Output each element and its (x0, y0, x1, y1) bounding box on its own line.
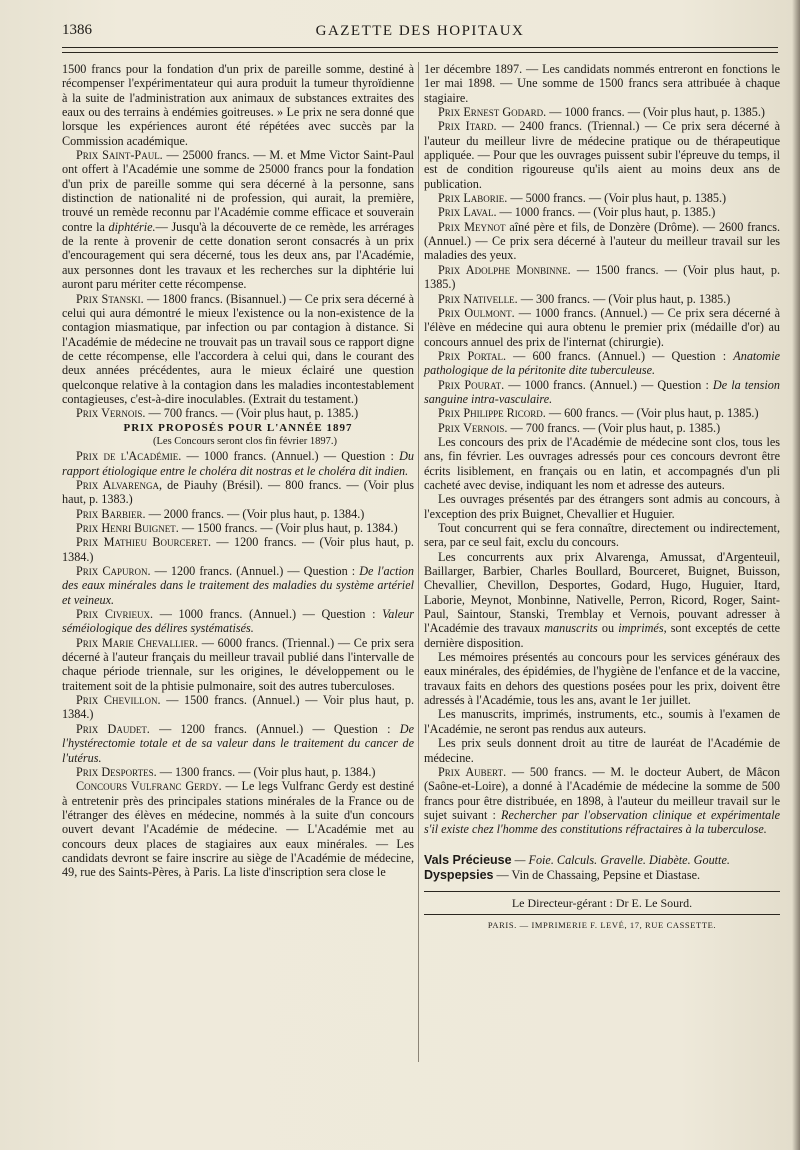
ad-vals (424, 853, 780, 868)
entry-text: — 6000 francs. (Triennal.) — Ce prix sera décerné à l'auteur français du meilleur travail publié dans l'intervalle de chaque période triennale, sur les origines, le développement ou le traitement soit de la phtisie pulmonaire, soit des autres tuberculoses. (62, 635, 414, 693)
prize-entry (62, 521, 414, 535)
prize-name: Prix Nativelle. (438, 291, 518, 306)
entry-text: — 1800 francs. (Bisannuel.) — Ce prix sera décerné à celui qui aura démontré le mieux l'existence ou la non-existence de la contagion miasmatique, par infection ou par contagion à distance. Si l'Académie de médecine ne trouvait pas un travail sous ce rapport digne de cette récompense, elle l'accordera à celui qui, dans le courant des deux années précédentes, aura le mieux éclairé une question quelconque relative à la contagion dans les maladies incontestablement contagieuses, c'est-à-dire inoculables. (Extrait du testament.) (62, 291, 415, 406)
entry-text: — 600 francs. (Annuel.) — Question : (506, 348, 734, 363)
entry-italic: Rechercher par l'observation clinique et expérimentale s'il existe chez l'homme des constitutions réfractaires à la tuberculose. (424, 807, 780, 837)
entry-italic: Du rapport étiologique entre le choléra dit nostras et le choléra dit indien. (62, 449, 414, 478)
entry-text: ou (597, 621, 619, 636)
entry-italic: Valeur séméiologique des délires systématisés. (62, 607, 414, 636)
entry-text: — 300 francs. — (Voir plus haut, p. 1385.) (517, 291, 731, 306)
prize-entry (62, 607, 414, 636)
prize-entry (62, 564, 414, 607)
prize-name: Prix Stanski. (76, 291, 144, 306)
section-subheading: (Les Concours seront clos fin février 1897.) (153, 435, 337, 447)
entry-italic: De l'hystérectomie totale et de sa valeur dans le traitement du cancer de l'utérus. (62, 721, 414, 765)
ad-dyspepsies-text: — Vin de Chassaing, Pepsine et Diastase. (493, 867, 701, 882)
prize-entry (424, 306, 780, 349)
prize-entry (424, 263, 780, 292)
entry-text: Tout concurrent qui se fera connaître, directement ou indirectement, sera, par ce seul fait, exclu du concours. (424, 521, 780, 550)
entry-text: — 1300 francs. — (Voir plus haut, p. 1384.) (156, 764, 376, 779)
prize-entry (62, 636, 414, 693)
prize-name: Prix Civrieux. (76, 607, 154, 622)
prize-name: Prix Adolphe Monbinne. (438, 262, 571, 277)
prize-entry (62, 722, 414, 765)
paragraph (424, 492, 780, 521)
entry-text: Les mémoires présentés au concours pour les services généraux des eaux minérales, des épidémies, de l'hygiène de l'enfance et de la vaccine, travaux faits en dehors des questions posées pour les prix, doivent être adressés à l'Académie, tous les ans, avant le 1er juillet. (424, 650, 780, 708)
prize-entry (62, 765, 414, 779)
prize-name: Prix Ernest Godard. (438, 105, 547, 120)
footer-rule (424, 891, 780, 892)
ad-vals-brand: Vals Précieuse (424, 852, 512, 867)
footer-rule-2 (424, 914, 780, 915)
entry-text: — 600 francs. — (Voir plus haut, p. 1385.) (545, 406, 759, 421)
prize-name: Prix Daudet. (76, 721, 150, 736)
prize-entry (62, 292, 414, 407)
entry-italic: De l'action des eaux minérales dans le traitement des maladies du système artériel et veineux. (62, 564, 414, 607)
prize-entry (424, 220, 780, 263)
entry-text: — 1200 francs. (Annuel.) — Question : (149, 721, 400, 736)
prize-entry (424, 378, 780, 407)
prize-entry (62, 535, 414, 564)
entry-text: aîné père et fils, de Donzère (Drôme). — 2600 francs. (Annuel.) — Ce prix sera décerné à l'auteur du meilleur travail sur les maladies des yeux. (424, 219, 781, 263)
prize-entry (424, 349, 780, 378)
entry-text: — 1000 francs. (Annuel.) — Question : (181, 449, 400, 464)
director-credit: Le Directeur-gérant : Dr E. Le Sourd. (511, 895, 693, 910)
prize-name: Prix Henri Buignet. (76, 521, 179, 535)
entry-text: — 5000 francs. — (Voir plus haut, p. 1385.) (507, 191, 727, 206)
prize-name: Prix Barbier. (76, 506, 146, 521)
entry-text: de Piauhy (Brésil). — 800 francs. — (Voir plus haut, p. 1383.) (62, 477, 414, 507)
entry-text: — 25000 francs. — M. et Mme Victor Saint-Paul ont offert à l'Académie une somme de 25000 francs pour la fondation d'un prix de pareille somme qui sera décerné à la personne, sans distinction de nationalité ni de profession, qui aurait, la première, trouvé un remède reconnu par l'Académie comme efficace et souverain contre la (62, 148, 414, 234)
entry-text: — 1500 francs. (Annuel.) — Voir plus haut, p. 1384.) (62, 693, 414, 722)
entry-text: — Jusqu'à la découverte de ce remède, les arrérages de la rente à provenir de cette donation seront consacrés à un prix d'encouragement qui sera décerné, tous les deux ans, par l'Académie, aux personnes dont les travaux et les recherches sur la diphtérie lui auront paru mériter cette récompense. (62, 219, 415, 292)
entry-italic: manuscrits (544, 621, 598, 636)
page-header (62, 22, 778, 44)
prize-name: Prix Itard. (438, 119, 497, 134)
entry-text: — 700 francs. — (Voir plus haut, p. 1385.) (145, 406, 359, 421)
entry-text: — 1000 francs. (Annuel.) — Ce prix sera décerné à l'élève en médecine qui aura obtenu le premier prix (médaille d'or) au concours annuel des prix de l'internat (chirurgie). (424, 305, 780, 349)
prize-name: Prix Chevillon. (76, 693, 161, 708)
page-edge-shadow (792, 0, 800, 1150)
prize-name: Prix Philippe Ricord. (438, 406, 546, 421)
entry-text: Les manuscrits, imprimés, instruments, etc., soumis à l'examen de l'Académie, ne seront pas rendus aux auteurs. (424, 707, 780, 736)
prize-name: Prix Alvarenga, (76, 477, 163, 492)
prize-entry (424, 421, 780, 435)
prize-entry (424, 406, 780, 420)
ad-vals-text: — Foie. Calculs. Gravelle. Diabète. Goutte. (511, 852, 730, 867)
prize-name: Prix Meynot (438, 219, 506, 234)
prize-name: Prix Mathieu Bourceret. (76, 535, 212, 550)
section-heading: PRIX PROPOSÉS POUR L'ANNÉE 1897 (123, 421, 353, 434)
ad-dyspepsies-brand: Dyspepsies (424, 867, 494, 882)
page-number: 1386 (62, 22, 92, 38)
entry-text: — 1000 francs. — (Voir plus haut, p. 1385.) (546, 105, 765, 120)
prize-name: Prix Desportes. (76, 764, 157, 779)
prize-name: Prix Oulmont. (438, 305, 515, 320)
column-divider (418, 62, 419, 1062)
prize-entry (424, 105, 780, 119)
entry-text: — 2000 francs. — (Voir plus haut, p. 1384.) (145, 506, 365, 521)
printer-credit: PARIS. — IMPRIMERIE F. LEVÉ, 17, RUE CASSETTE. (487, 919, 717, 930)
entry-italic: imprimés (618, 621, 664, 636)
entry-text: — 2400 francs. (Triennal.) — Ce prix sera décerné à l'auteur du meilleur livre de médecine pratique ou de thérapeutique appliquée. — Pour que les ouvrages puissent subir l'épreuve du temps, il est de condition rigoureuse qu'ils aient au moins deux ans de publication. (424, 119, 780, 191)
entry-text: 1er décembre 1897. — Les candidats nommés entreront en fonctions le 1er mai 1898. — Une somme de 1500 francs sera attribuée à chaque stagiaire. (424, 62, 780, 105)
entry-text: Les prix seuls donnent droit au titre de lauréat de l'Académie de médecine. (424, 736, 780, 765)
prize-name: Prix de l'Académie. (76, 449, 182, 464)
prize-entry (424, 765, 780, 837)
prize-entry (62, 406, 414, 420)
entry-text: Les ouvrages présentés par des étrangers sont admis au concours, à l'exception des prix Buignet, Chevallier et Huguier. (424, 492, 780, 521)
prize-name: Prix Pourat. (438, 377, 505, 392)
entry-text: — 1500 francs. — (Voir plus haut, p. 1385.) (424, 262, 780, 292)
prize-name: Prix Vernois. (76, 406, 146, 421)
header-rule (62, 47, 778, 48)
entry-text: — 1500 francs. — (Voir plus haut, p. 1384.) (178, 521, 398, 535)
entry-text: — 500 francs. — M. le docteur Aubert, de Mâcon (Saône-et-Loire), a donné à l'Académie de médecine la somme de 500 francs pour être distribuée, en 1898, à l'auteur du meilleur travail sur le sujet suivant : (424, 764, 780, 822)
prize-entry (424, 191, 780, 205)
prize-name: Prix Vernois. (438, 420, 508, 435)
header-rule-thin (62, 52, 778, 53)
continued-paragraph (62, 62, 414, 148)
paragraph (424, 736, 780, 765)
prize-name: Prix Portal. (438, 348, 507, 363)
entry-text: — 1000 francs. (Annuel.) — Question : (153, 607, 383, 622)
prize-name: Prix Laborie. (438, 191, 508, 206)
entry-text: — 1200 francs. — (Voir plus haut, p. 1384.) (62, 535, 414, 564)
prize-name: Prix Saint-Paul. (76, 148, 163, 163)
entry-text: — 1200 francs. (Annuel.) — Question : (150, 564, 360, 579)
entry-text: — Le legs Vulfranc Gerdy est destiné à entretenir près des principales stations minérales de la France ou de l'étranger des élèves en médecine, nommés à la suite d'un concours ouvert devant l'Académie de médecine. — L'Académie met au concours deux places de stagiaires aux eaux minérales. — Les candidats devront se faire inscrire au siège de l'Académie de médecine, 49, rue des Saints-Pères, à Paris. La liste d'inscription sera close le (62, 779, 414, 880)
prize-name: Prix Capuron. (76, 564, 151, 579)
advertisements (424, 853, 780, 933)
continued-paragraph (424, 62, 780, 105)
ad-dyspepsies (424, 868, 780, 883)
entry-text: 1500 francs pour la fondation d'un prix de pareille somme, destiné à récompenser l'expérimentateur qui aura produit la tumeur thyroïdienne à la suite de l'administration aux animaux de substances extraites des eaux ou des terrains à endémies goitreuses. » Le prix ne sera donné que lorsque les expériences auront été répétées avec succès par la Commission académique. (62, 62, 414, 148)
entry-text: Les concurrents aux prix Alvarenga, Amussat, d'Argenteuil, Baillarger, Barbier, Charles Boullard, Bourceret, Buignet, Buisson, Chevallier, Chevillon, Desportes, Godard, Hugo, Huguier, Itard, Laborie, Meynot, Monbinne, Nativelle, Perron, Ricord, Roger, Saint-Paul, Saintour, Stanski, Tremblay et Vernois, pouvant adresser à l'Académie des travaux (424, 549, 780, 636)
prize-name: Prix Laval. (438, 205, 497, 220)
entry-italic: De la tension sanguine intra-vasculaire. (424, 377, 780, 406)
paragraph (424, 707, 780, 736)
journal-title: GAZETTE DES HOPITAUX (315, 23, 525, 39)
prize-entry (62, 693, 414, 722)
prize-entry (62, 148, 414, 291)
prize-name: Concours Vulfranc Gerdy. (76, 779, 222, 794)
left-column (62, 62, 414, 880)
prize-entry (424, 119, 780, 191)
entry-text: — 1000 francs. — (Voir plus haut, p. 1385.) (496, 205, 716, 220)
paragraph (424, 550, 780, 650)
prize-entry (424, 205, 780, 219)
prize-entry (62, 779, 414, 879)
entry-italic: Anatomie pathologique de la péritonite dite tuberculeuse. (424, 348, 780, 378)
paragraph (424, 650, 780, 707)
prize-entry (424, 292, 780, 306)
entry-text: — 1000 francs. (Annuel.) — Question : (504, 377, 713, 392)
paragraph (424, 521, 780, 550)
right-column-body (424, 62, 780, 837)
entry-text: Les concours des prix de l'Académie de médecine sont clos, tous les ans, fin février. Les ouvrages adressés pour ces concours devront être écrits lisiblement, en français ou en latin, et accompagnés d'un pli cacheté avec devise, indiquant les nom et adresse des auteurs. (424, 434, 780, 492)
prize-name: Prix Aubert. (438, 764, 507, 779)
entry-italic: diphtérie. (108, 219, 156, 234)
prize-entry (62, 478, 414, 507)
prize-entry (62, 449, 414, 478)
paragraph (424, 435, 780, 492)
entry-text: , sont exceptés de cette dernière disposition. (424, 621, 780, 650)
right-column (424, 62, 780, 933)
entry-text: — 700 francs. — (Voir plus haut, p. 1385.) (507, 420, 721, 435)
prize-entry (62, 507, 414, 521)
prize-name: Prix Marie Chevallier. (76, 635, 199, 650)
